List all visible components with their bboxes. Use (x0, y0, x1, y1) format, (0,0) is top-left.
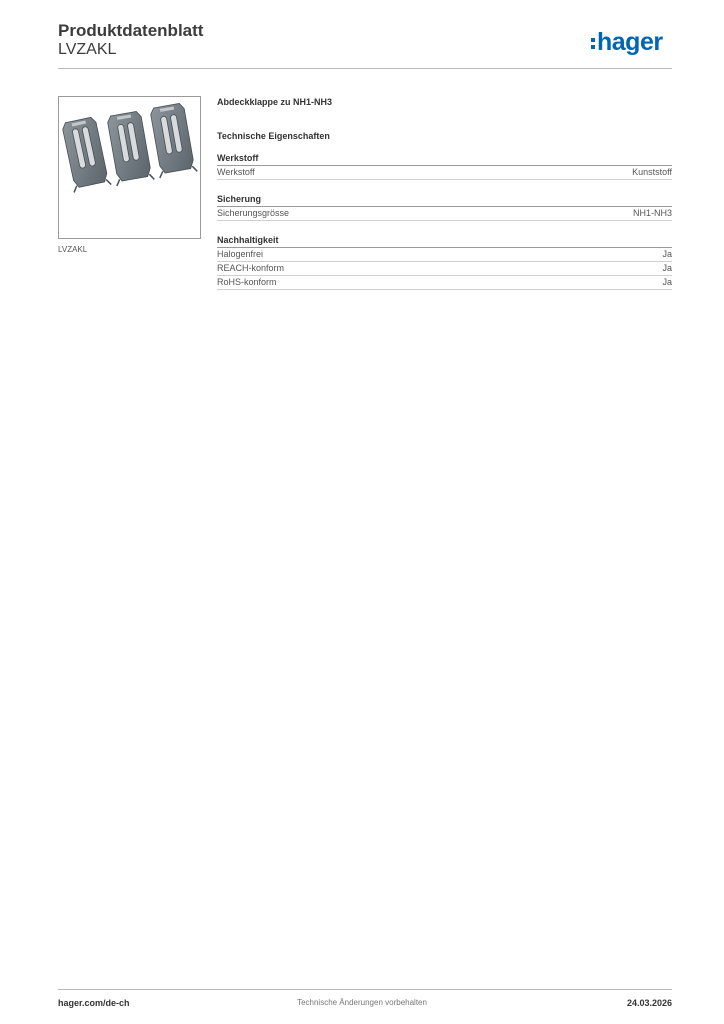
header-divider (58, 68, 672, 69)
product-image (58, 96, 201, 239)
spec-row (217, 262, 672, 276)
hager-logo (591, 27, 663, 57)
footer-divider (58, 989, 672, 990)
footer-date: 24.03.2026 (626, 998, 672, 1008)
spec-value: Ja (662, 249, 672, 259)
spec-value: Kunststoff (632, 167, 672, 177)
section-werkstoff (217, 152, 672, 180)
spec-row (217, 166, 672, 180)
spec-row (217, 276, 672, 290)
spec-label: Halogenfrei (217, 249, 264, 259)
logo-dots-icon (591, 38, 595, 49)
section-title: Nachhaltigkeit (217, 234, 672, 248)
image-caption: LVZAKL (58, 245, 88, 254)
section-title: Werkstoff (217, 152, 672, 166)
page-title: Produktdatenblatt (58, 21, 204, 40)
specifications-panel (217, 96, 672, 290)
product-code: LVZAKL (58, 41, 117, 58)
spec-label: Werkstoff (217, 167, 255, 177)
section-nachhaltigkeit (217, 234, 672, 290)
section-title: Sicherung (217, 193, 672, 207)
spec-label: Sicherungsgrösse (217, 208, 290, 218)
spec-value: Ja (662, 263, 672, 273)
logo-text: hager (597, 28, 663, 56)
technical-properties-title: Technische Eigenschaften (217, 131, 330, 141)
footer-notice: Technische Änderungen vorbehalten (297, 998, 427, 1007)
spec-label: RoHS-konform (217, 277, 277, 287)
spec-label: REACH-konform (217, 263, 285, 273)
product-description: Abdeckklappe zu NH1-NH3 (217, 97, 333, 107)
section-sicherung (217, 193, 672, 221)
cover-flap-illustration-icon (59, 97, 200, 238)
spec-row (217, 248, 672, 262)
spec-value: NH1-NH3 (632, 208, 672, 218)
spec-row (217, 207, 672, 221)
spec-value: Ja (662, 277, 672, 287)
footer-website-link[interactable]: hager.com/de-ch (58, 998, 130, 1008)
